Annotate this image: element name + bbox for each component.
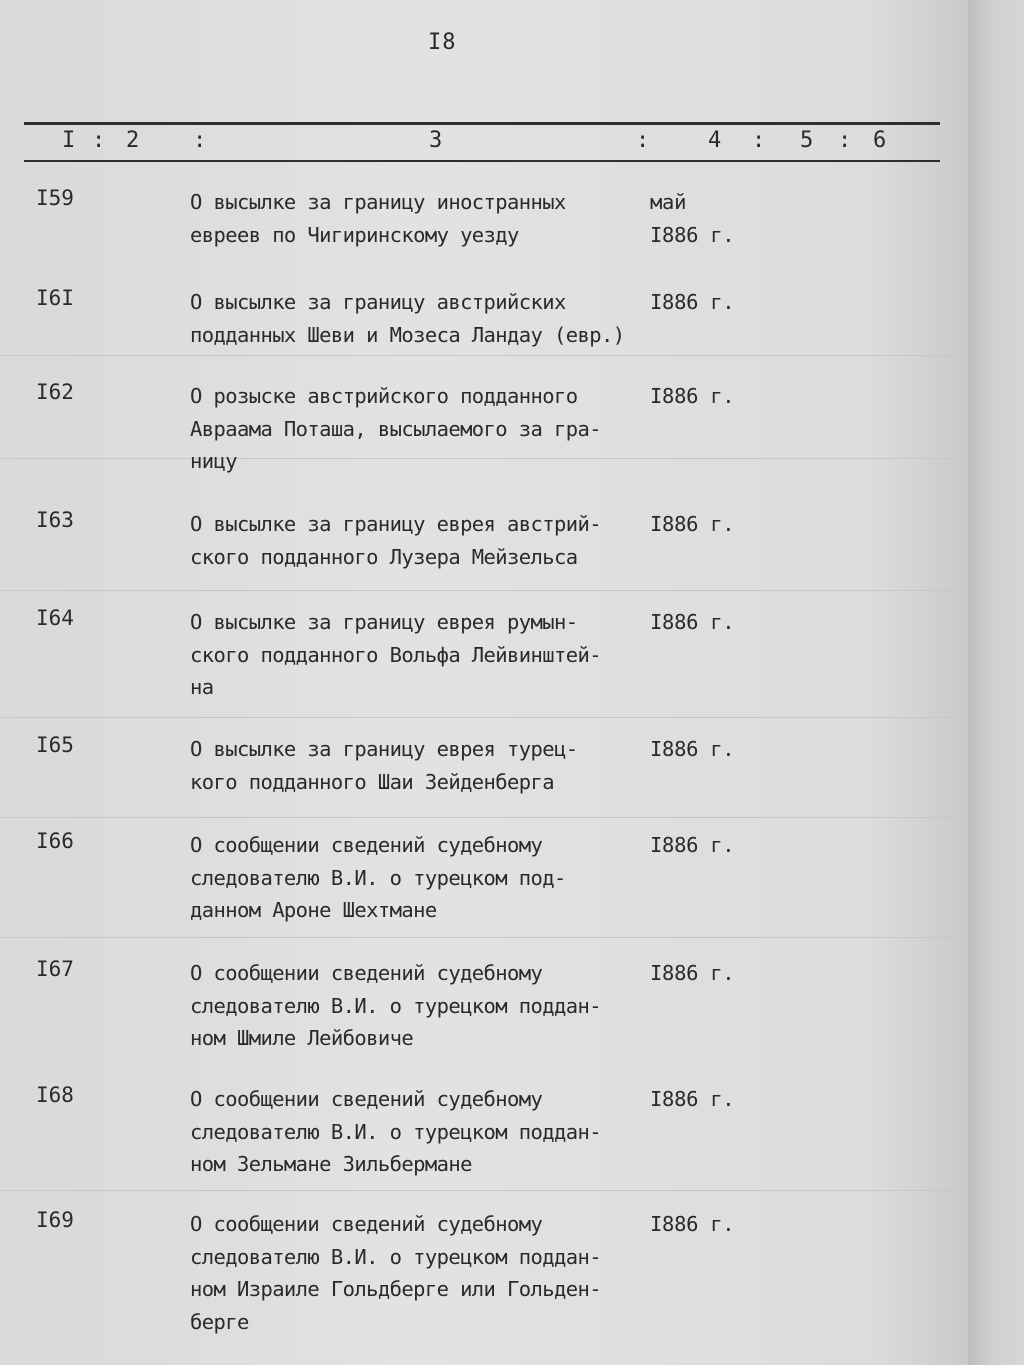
entry-title-line: О сообщении сведений судебному [190, 1087, 543, 1111]
entry-date [650, 186, 734, 251]
entry-title-line: ном Зельмане Зильбермане [190, 1152, 472, 1176]
entry-title [190, 380, 660, 478]
header-rule-top [24, 122, 940, 125]
entry-title-line: О высылке за границу еврея австрий- [190, 512, 601, 536]
entry-date [650, 733, 734, 766]
entry-title [190, 957, 660, 1055]
entry-date-line: I886 г. [650, 384, 735, 408]
entry-title-line: следователю В.И. о турецком поддан- [190, 1119, 601, 1144]
bleed-through-line [0, 1190, 968, 1191]
entry-title [190, 186, 660, 251]
entry-title-line: ницу [190, 449, 237, 473]
column-number: 3 [429, 128, 444, 153]
column-separator: : [752, 128, 767, 153]
entry-date [650, 829, 734, 862]
entry-title-line: на [190, 675, 214, 699]
entry-title-line: О сообщении сведений судебному [190, 961, 543, 985]
entry-title [190, 829, 660, 927]
entry-number: I66 [36, 829, 74, 853]
entry-date [650, 957, 734, 990]
entry-title-line: О высылке за границу еврея турец- [190, 737, 578, 761]
entry-date-line: I886 г. [650, 833, 735, 857]
entry-title-line: следователю В.И. о турецком под- [190, 865, 566, 890]
entry-title-line: О сообщении сведений судебному [190, 1212, 543, 1236]
entry-date [650, 1208, 734, 1241]
bleed-through-line [0, 817, 968, 818]
column-number: 6 [873, 128, 888, 153]
entry-date [650, 286, 734, 319]
entry-number: I69 [36, 1208, 74, 1232]
entry-title-line: следователю В.И. о турецком поддан- [190, 1244, 601, 1269]
column-separator: : [193, 128, 208, 153]
entry-title-line: О высылке за границу иностранных [190, 190, 566, 214]
entry-title-line: ном Шмиле Лейбовиче [190, 1026, 414, 1050]
column-number: I [62, 128, 77, 153]
entry-title-line: О сообщении сведений судебному [190, 833, 543, 857]
entry-date-line: I886 г. [650, 222, 735, 247]
entry-number: I65 [36, 733, 74, 757]
entry-title-line: Авраама Поташа, высылаемого за гра- [190, 416, 601, 441]
page-edge-shadow [968, 0, 1024, 1365]
header-rule-bottom [24, 160, 940, 162]
entry-title-line: ского подданного Вольфа Лейвинштей- [190, 642, 601, 667]
entry-number: I64 [36, 606, 74, 630]
entry-title-line: ского подданного Лузера Мейзельса [190, 544, 578, 569]
entry-title-line: следователю В.И. о турецком поддан- [190, 993, 601, 1018]
column-number: 4 [708, 128, 723, 153]
entry-number: I63 [36, 508, 74, 532]
entry-number: I6I [36, 286, 74, 310]
entry-date-line: I886 г. [650, 1212, 735, 1236]
entry-title-line: ном Израиле Гольдберге или Гольден- [190, 1277, 601, 1301]
entry-title [190, 733, 660, 798]
entry-title-line: О розыске австрийского подданного [190, 384, 578, 408]
entry-title-line: кого подданного Шаи Зейденберга [190, 769, 555, 794]
bleed-through-line [0, 717, 968, 718]
column-separator: : [838, 128, 853, 153]
entry-title-line: евреев по Чигиринскому уезду [190, 222, 519, 247]
entry-number: I62 [36, 380, 74, 404]
entry-title [190, 286, 660, 351]
entry-title-line: О высылке за границу австрийских [190, 290, 566, 314]
entry-title [190, 606, 660, 704]
entry-date-line: I886 г. [650, 961, 735, 985]
entry-date [650, 508, 734, 541]
entry-title [190, 1083, 660, 1181]
entry-number: I59 [36, 186, 74, 210]
entry-title [190, 1208, 660, 1338]
entry-title-line: подданных Шеви и Мозеса Ландау (евр.) [190, 322, 625, 347]
bleed-through-line [0, 937, 968, 938]
column-number: 2 [126, 128, 141, 153]
entry-title-line: данном Ароне Шехтмане [190, 898, 437, 922]
page-number: I8 [428, 30, 457, 55]
entry-number: I67 [36, 957, 74, 981]
entry-date-line: I886 г. [650, 512, 735, 536]
entry-title-line: берге [190, 1309, 249, 1334]
column-number: 5 [800, 128, 815, 153]
entry-date-line: I886 г. [650, 1087, 735, 1111]
bleed-through-line [0, 590, 968, 591]
entry-date-line: I886 г. [650, 290, 735, 314]
entry-date-line: май [650, 190, 687, 214]
bleed-through-line [0, 355, 968, 356]
entry-date [650, 606, 734, 639]
entry-number: I68 [36, 1083, 74, 1107]
entry-title-line: О высылке за границу еврея румын- [190, 610, 578, 634]
column-separator: : [92, 128, 107, 153]
entry-date [650, 1083, 734, 1116]
entry-date-line: I886 г. [650, 737, 735, 761]
entry-date-line: I886 г. [650, 610, 735, 634]
entry-date [650, 380, 734, 413]
entry-title [190, 508, 660, 573]
column-separator: : [636, 128, 651, 153]
